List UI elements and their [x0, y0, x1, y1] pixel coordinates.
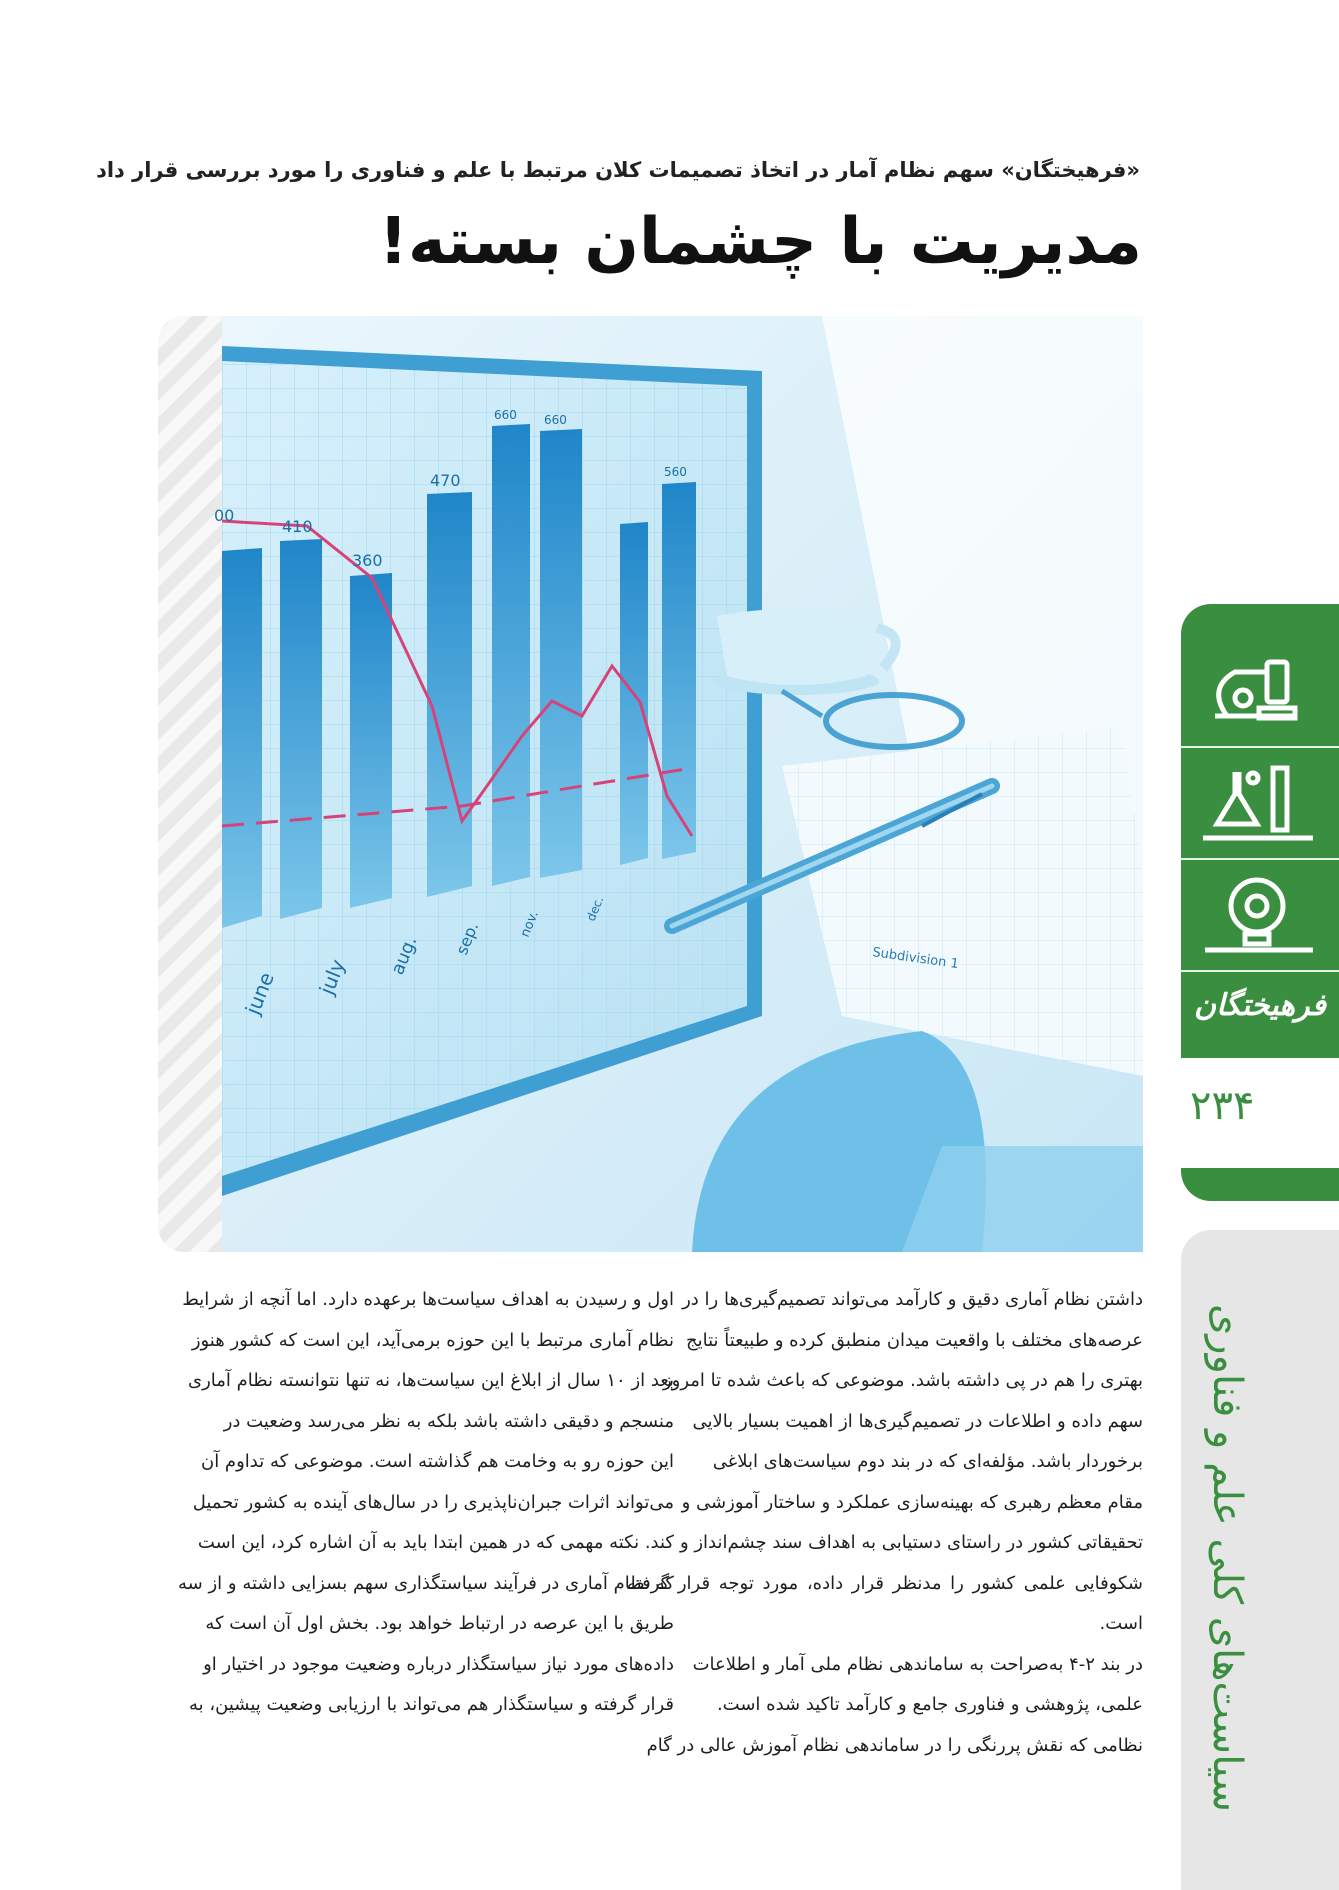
lightbulb-gear-icon [1195, 870, 1325, 960]
page-number: ۲۳۴ [1190, 1083, 1255, 1129]
sidebar-divider [1181, 746, 1339, 748]
article-headline: مدیریت با چشمان بسته! [378, 205, 1142, 279]
article-line: کند. نکته مهمی که در همین ابتدا باید به آن اشاره کرد، این است [197, 1532, 674, 1553]
article-line: برخوردار باشد. مؤلفه‌ای که در بند دوم سیاست‌های ابلاغی [712, 1451, 1143, 1472]
bar-label: 00 [214, 506, 235, 525]
sidebar-slot-microscope [1181, 640, 1339, 748]
pie-slice [902, 1146, 1143, 1252]
chart-bar [662, 482, 696, 859]
article-line: بهتری را هم در پی داشته باشد. موضوعی که باعث شده تا امروز [662, 1370, 1143, 1391]
article-line: علمی، پژوهشی و فناوری جامع و کارآمد تاکید شده است. [716, 1694, 1143, 1715]
microscope-icon [1195, 648, 1325, 738]
article-line: طریق با این عرصه در ارتباط خواهد بود. بخش اول آن است که [205, 1613, 674, 1634]
article-line: نظام آماری مرتبط با این حوزه برمی‌آید، این است که کشور هنوز [191, 1329, 674, 1351]
article-line: شکوفایی علمی کشور را مدنظر قرار داده، مورد توجه قرار گرفته است. [627, 1572, 1143, 1634]
article-line: نظامی که نقش پررنگی را در ساماندهی نظام آموزش عالی در گام [646, 1734, 1143, 1756]
coffee-cup [715, 609, 896, 696]
bar-label: 660 [494, 408, 517, 422]
bar-label: 660 [544, 413, 567, 427]
article-line: که نظام آماری در فرآیند سیاستگذاری سهم بسزایی داشته و از سه [178, 1572, 674, 1594]
paper-label: Subdivision 1 [871, 945, 960, 973]
month-label: sep. [452, 919, 483, 958]
bar-label: 410 [282, 517, 313, 536]
article-kicker: «فرهیختگان» سهم نظام آمار در اتخاذ تصمیمات کلان مرتبط با علم و فناوری را مورد بررسی قرار داد [96, 158, 1140, 182]
chart-bar [222, 548, 262, 928]
article-line: در بند ۲-۴ به‌صراحت به ساماندهی نظام ملی آمار و اطلاعات [692, 1653, 1143, 1675]
chart-bar [280, 539, 322, 919]
photo-illustration [214, 316, 1143, 1252]
sidebar-slot-lightbulb [1181, 862, 1339, 970]
chart-bar [350, 573, 392, 908]
article-line: عرصه‌های مختلف با واقعیت میدان منطبق کرده و طبیعتاً نتایج [685, 1329, 1143, 1351]
article-line: تحقیقاتی کشور در راستای دستیابی به اهداف سند چشم‌انداز و [679, 1532, 1143, 1553]
sidebar-divider [1181, 970, 1339, 972]
chart-bar [540, 429, 582, 878]
month-label: july [314, 955, 350, 998]
section-title: سیاست‌های کلی علم و فناوری [1204, 1303, 1250, 1812]
article-image-frame [158, 316, 1143, 1252]
article-column-left [158, 1280, 674, 1726]
article-column-right [627, 1280, 1143, 1766]
chart-bar [492, 424, 530, 886]
article-line: می‌تواند اثرات جبران‌ناپذیری را در سال‌های آینده به کشور تحمیل [192, 1491, 674, 1513]
article-line: منسجم و دقیقی داشته باشد بلکه به نظر می‌رسد وضعیت در [223, 1410, 674, 1432]
article-line: داده‌های مورد نیاز سیاستگذار درباره وضعیت موجود در اختیار او [203, 1653, 674, 1675]
bar-label: 470 [430, 471, 461, 490]
article-line: سهم داده و اطلاعات در تصمیم‌گیری‌ها از اهمیت بسیار بالایی [692, 1410, 1143, 1432]
article-line: بعد از ۱۰ سال از ابلاغ این سیاست‌ها، نه تنها نتوانسته نظام آماری [187, 1370, 674, 1391]
article-line: داشتن نظام آماری دقیق و کارآمد می‌تواند تصمیم‌گیری‌ها را در [682, 1289, 1143, 1310]
article-photo [214, 316, 1143, 1252]
bar-label: 560 [664, 465, 687, 479]
month-label: aug. [387, 933, 422, 978]
publication-logo: فرهیختگان [1194, 988, 1326, 1023]
month-label: nov. [517, 908, 542, 940]
chart-bar [427, 492, 472, 897]
month-label: dec. [583, 894, 607, 924]
lab-flasks-icon [1195, 758, 1325, 848]
sidebar-slot-flasks [1181, 750, 1339, 858]
article-line: این حوزه رو به وخامت هم گذاشته است. موضوعی که تداوم آن [200, 1451, 674, 1472]
month-label: june [240, 968, 279, 1018]
article-line: قرار گرفته و سیاستگذار هم می‌تواند با ارزیابی وضعیت پیشین، به [188, 1694, 674, 1715]
bar-label: 360 [352, 551, 383, 570]
article-line: مقام معظم رهبری که بهینه‌سازی عملکرد و ساختار آموزشی و [681, 1491, 1143, 1513]
sidebar-divider [1181, 858, 1339, 860]
article-line: اول و رسیدن به اهداف سیاست‌ها برعهده دارد. اما آنچه از شرایط [182, 1289, 674, 1310]
